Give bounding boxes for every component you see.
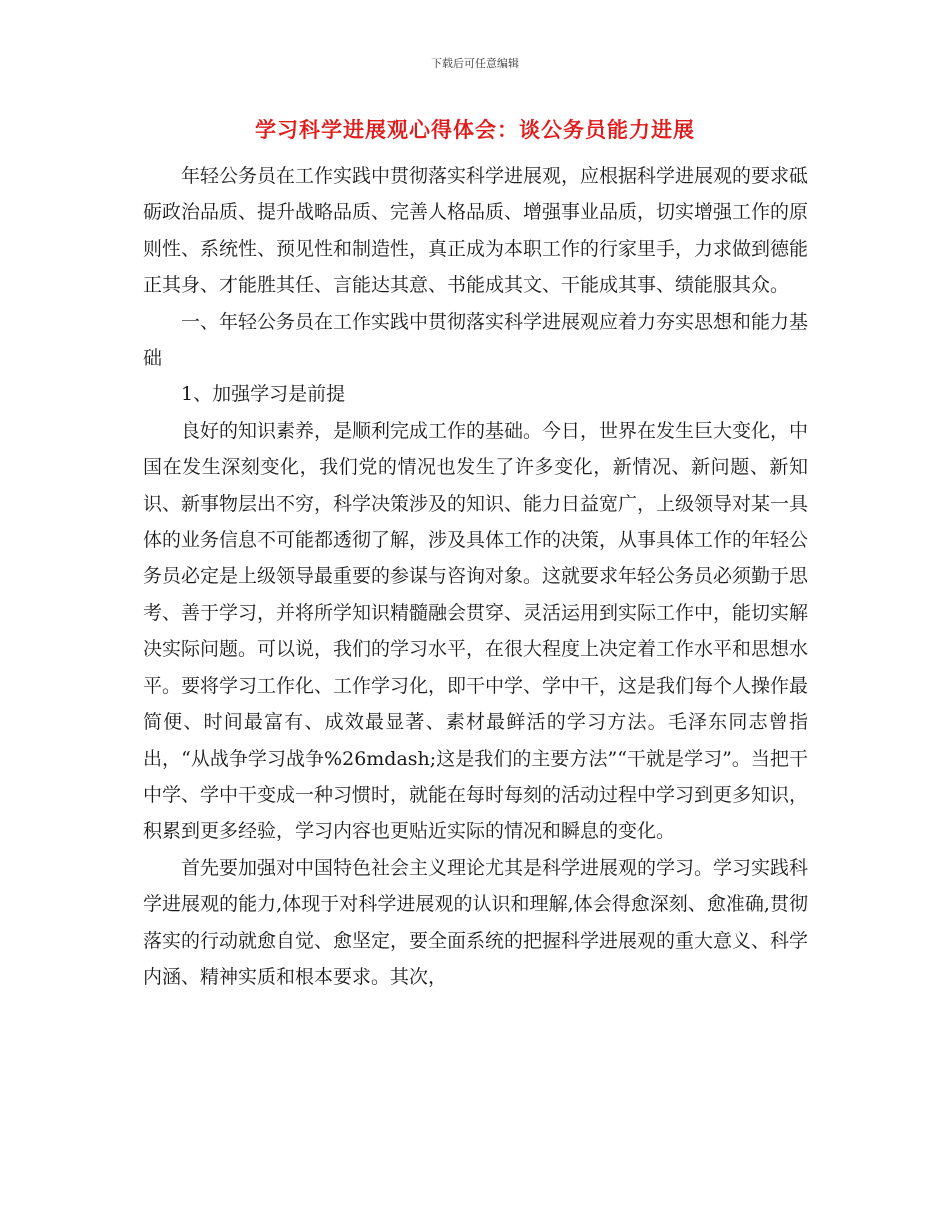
page-header-note: 下载后可任意编辑 xyxy=(431,57,519,70)
paragraph-intro: 年轻公务员在工作实践中贯彻落实科学进展观，应根据科学进展观的要求砥砺政治品质、提升战略品质、完善人格品质、增强事业品质，切实增强工作的原则性、系统性、预见性和制造性，真正成为本职工作的行家里手，力求做到德能正其身、才能胜其任、言能达其意、书能成其文、干能成其事、绩能服其众。 xyxy=(143,165,809,297)
paragraph-theory: 首先要加强对中国特色社会主义理论尤其是科学进展观的学习。学习实践科学进展观的能力,体现于对科学进展观的认识和理解,体会得愈深刻、愈准确,贯彻落实的行动就愈自觉、愈坚定，要全面系统的把握科学进展观的重大意义、科学内涵、精神实质和根本要求。其次， xyxy=(143,856,809,988)
document-title: 学习科学进展观心得体会：谈公务员能力进展 xyxy=(255,118,695,142)
subsection-heading-1: 1、加强学习是前提 xyxy=(181,383,346,406)
section-heading-1: 一、年轻公务员在工作实践中贯彻落实科学进展观应着力夯实思想和能力基础 xyxy=(143,310,809,370)
document-body xyxy=(143,158,808,995)
paragraph-learning: 良好的知识素养，是顺利完成工作的基础。今日，世界在发生巨大变化，中国在发生深刻变化，我们党的情况也发生了许多变化，新情况、新问题、新知识、新事物层出不穷，科学决策涉及的知识、能力日益宽广，上级领导对某一具体的业务信息不可能都透彻了解，涉及具体工作的决策，从事具体工作的年轻公务员必定是上级领导最重要的参谋与咨询对象。这就要求年轻公务员必须勤于思考、善于学习，并将所学知识精髓融会贯穿、灵活运用到实际工作中，能切实解决实际问题。可以说，我们的学习水平，在很大程度上决定着工作水平和思想水平。要将学习工作化、工作学习化，即干中学、学中干，这是我们每个人操作最简便、时间最富有、成效最显著、素材最鲜活的学习方法。毛泽东同志曾指出，“从战争学习战争%26mdash;这是我们的主要方法”“干就是学习”。当把干中学、学中干变成一种习惯时，就能在每时每刻的活动过程中学习到更多知识，积累到更多经验，学习内容也更贴近实际的情况和瞬息的变化。 xyxy=(143,419,809,843)
